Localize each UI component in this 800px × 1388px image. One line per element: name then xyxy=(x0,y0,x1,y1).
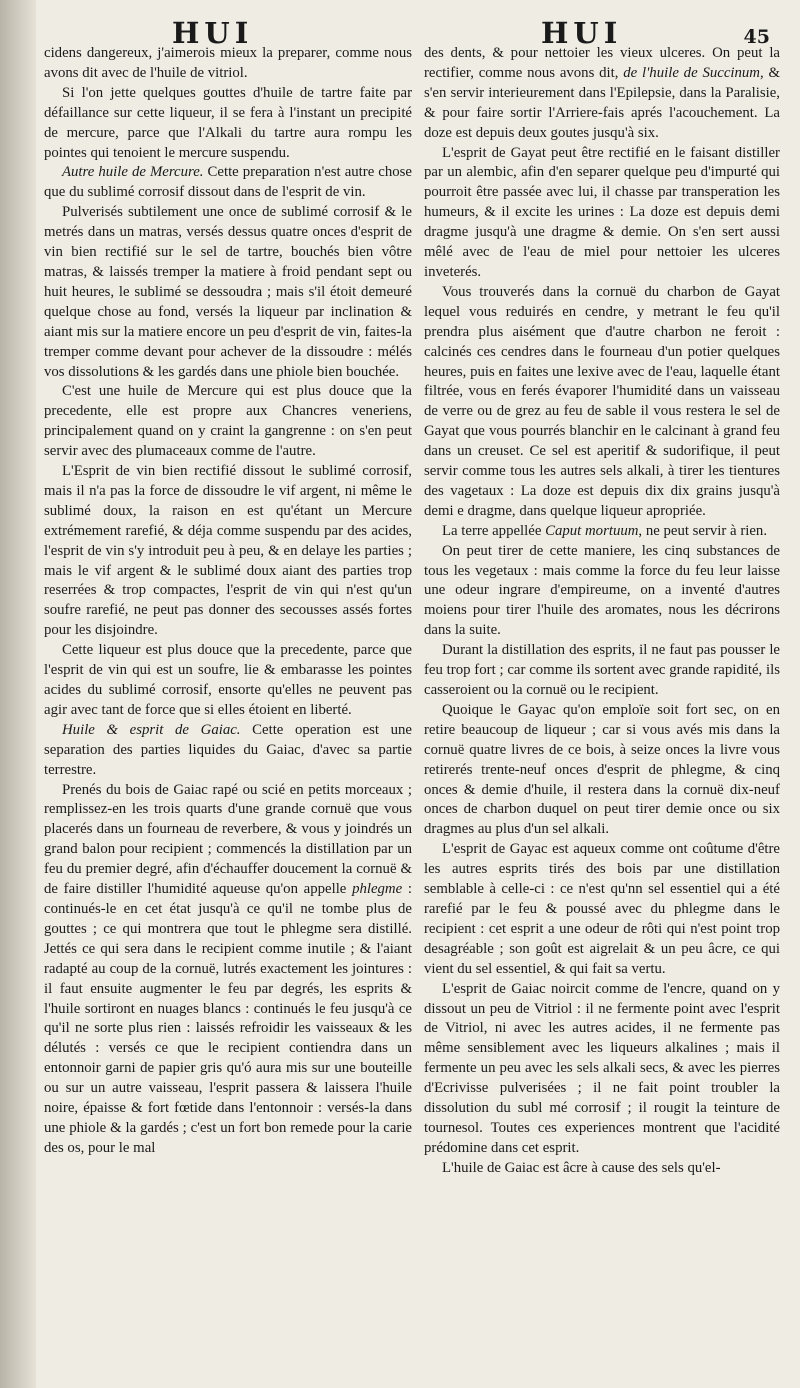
paragraph: L'esprit de Gayac est aqueux comme ont coûtume d'être les autres esprits tirés des bois par une distillation semblable à celle-ci : ce n'est qu'nn sel essentiel qui a été rarefié par le feu & poussé avec du phlegme dans le recipient : cet esprit a une odeur de rôti qui n'est point trop desagréable ; son goût est aigrelait & un peu âcre, ce qui vient du sel essentiel, & qui fait sa vertu. xyxy=(424,841,780,977)
paragraph: Cette liqueur est plus douce que la precedente, parce que l'esprit de vin qui est un soufre, lie & embarasse les pointes acides du sublimé corrosif, ensorte qu'elles ne peuvent pas agir avec tant de force que si elles étoient en liberté. xyxy=(44,642,412,718)
paragraph: Pulverisés subtilement une once de sublimé corrosif & le metrés dans un matras, versés dessus quatre onces d'esprit de vin bien rectifié sur le sel de tartre, bouchés bien vôtre matras, & laissés tremper la matiere à froid pendant sept ou huit heures, le sublimé se dessoudra ; mais s'il étoit demeuré quelque chose au fond, versés la liqueur par inclination & aiant mis sur la matiere encore un peu d'esprit de vin, faites-la tremper comme devant pour achever de la dissoudre : mélés vos dissolutions & les gardés dans une phiole bien bouchée. xyxy=(44,204,412,380)
paragraph: cidens dangereux, j'aimerois mieux la preparer, comme nous avons dit avec de l'huile de vitriol. xyxy=(44,45,412,81)
page-number: 45 xyxy=(743,26,770,48)
section-heading: Huile & esprit de Gaiac. xyxy=(62,721,241,738)
running-head-left: HUI xyxy=(172,16,254,50)
paragraph: L'huile de Gaiac est âcre à cause des sels qu'el- xyxy=(442,1159,721,1176)
section-heading: Autre huile de Mercure. xyxy=(62,164,204,181)
paragraph: Vous trouverés dans la cornuë du charbon de Gayat lequel vous reduirés en cendre, y metrant le feu qu'il prendra plus aisément que d'autre charbon ne feroit : calcinés ces cendres dans le fourneau d'un potier quelques heures, puis en faites une lexive avec de l'eau, laquelle étant filtrée, vous en ferés évaporer l'humidité dans un vaisseau de verre ou de grez au feu de sable il vous restera le sel de Gayat que vous pourrés blanchir en le calcinant à grand feu dans un creuset. Ce sel est aperitif & sudorifique, il peut servir comme tous les autres sels alkali, à tirer les tientures des vagetaux : La doze est depuis dix dix grains jusqu'à demi e dragme, dans quelque liqueur apropriée. xyxy=(424,283,780,519)
paragraph: L'esprit de Gaiac noircit comme de l'encre, quand on y dissout un peu de Vitriol : il ne fermente point avec l'esprit de Vitriol, ni avec les autres acides, il ne fermente pas même sensiblement avec les liqueurs alkalines ; mais il fermente un peu avec les sels alkali secs, & avec les pierres d'Ecrivisse pulverisées ; il ne fait point troubler la dissolution du subl mé corrosif ; il rougit la teinture de tournesol. Toutes ces experiences montrent que l'acidité prédomine dans cet esprit. xyxy=(424,980,780,1156)
left-column xyxy=(44,44,412,1378)
paragraph: C'est une huile de Mercure qui est plus douce que la precedente, elle est propre aux Chancres veneriens, principalement quand on y craint la gangrenne : on s'en peut servir avec des plumaceaux comme de l'autre. xyxy=(44,383,412,460)
paragraph: On peut tirer de cette maniere, les cinq substances de tous les vegetaux : mais comme la force du feu leur laisse une odeur ingrare d'empireume, on a inventé d'autres moiens pour tirer l'huile des aromates, nous les décrirons dans la suite. xyxy=(424,542,780,639)
paragraph: Huile & esprit de Gaiac. Cette operation est une separation des parties liquides du Gaiac, d'avec sa partie terrestre. xyxy=(44,721,412,778)
paragraph: La terre appellée Caput mortuum, ne peut servir à rien. xyxy=(442,522,768,539)
running-head-right: HUI xyxy=(541,16,623,50)
paragraph: Si l'on jette quelques gouttes d'huile de tartre faite par défaillance sur cette liqueur, il se fera à l'instant un precipité de mercure, parce que l'Alkali du tartre aura rompu les pointes qui tenoient le mercure suspendu. xyxy=(44,84,412,161)
paragraph: L'Esprit de vin bien rectifié dissout le sublimé corrosif, mais il n'a pas la force de dissoudre le vif argent, ni même le sublimé doux, la raison en est qu'étant un Mercure extrémement rarefié, & déja comme suspendu par des acides, l'esprit de vin s'y introduit peu à peu, & en delaye les parties ; mais le vif argent & le sublimé doux aiant des parties trop reserrées & trop compactes, l'esprit de vin qui n'est qu'un soufre rarefié, ne peut pas donner des secousses assés fortes pour les disjoindre. xyxy=(44,463,412,639)
paragraph: Quoique le Gayac qu'on emploïe soit fort sec, on en retire beaucoup de liqueur ; car si vous avés mis dans la cornuë quatre livres de ce bois, à seize onces la livre vous retirerés trente-neuf onces d'esprit de phlegme, & cinq onces & demie d'huile, il restera dans la cornuë dix-neuf onces de charbon duquel on peut tirer demie once ou six dragmes au plus d'un sel alkali. xyxy=(424,701,780,838)
paragraph: Prenés du bois de Gaiac rapé ou scié en petits morceaux ; remplissez-en les trois quarts d'une grande cornuë que vous placerés dans un fourneau de reverbere, & vous y joindrés un grand balon pour recipient ; commencés la distillation par un feu du premier degré, afin d'échauffer doucement la cornuë & de faire distiller l'humidité aqueuse qu'on appelle phlegme : continués-le en cet état jusqu'à ce qu'il ne tombe plus de gouttes ; ce qui montrera que tout le phlegme sera distillé. Jettés ce qui sera dans le recipient comme inutile ; & l'aiant radapté au coup de la cornuë, lutrés exactement les jointures : il faut ensuite augmenter le feu par degrés, les esprits & l'huile sortiront en nuages blancs : continués le feu jusqu'à ce qu'il ne sorte plus rien : laissés refroidir les vaisseaux & les délutés : versés ce que le recipient contiendra dans un entonnoir garni de papier gris qu'ó aura mis sur une bouteille ou sur un autre vaisseau, l'esprit passera & laissera l'huile noire, épaisse & fort fœtide dans l'entonnoir : versés-la dans une phiole & la gardés ; c'est un fort bon remede pour la carie des os, pour le mal xyxy=(44,781,412,1156)
paragraph: L'esprit de Gayat peut être rectifié en le faisant distiller par un alembic, afin d'en separer quelque peu d'impurté qui pourroit être passée avec lui, il chasse par transperation les humeurs, & il excite les urines : La doze est depuis demi dragme jusqu'à une dragme & demie. On s'en sert aussi mêlé avec de l'eau de miel pour nettoier les ulceres inveterés. xyxy=(424,144,780,280)
right-column xyxy=(424,44,780,1378)
paragraph: Autre huile de Mercure. Cette preparation n'est autre chose que du sublimé corrosif dissout dans de l'esprit de vin. xyxy=(44,164,412,201)
page-gutter-shadow xyxy=(0,0,36,1388)
paragraph: Durant la distillation des esprits, il ne faut pas pousser le feu trop fort ; car comme ils sortent avec grande rapidité, ils casseroient ou la cornuë ou le recipient. xyxy=(424,642,780,698)
paragraph: des dents, & pour nettoier les vieux ulceres. On peut la rectifier, comme nous avons dit, de l'huile de Succinum, & s'en servir interieurement dans l'Epilepsie, dans la Paralisie, & pour faire sortir l'Arriere-fais aprés l'acouchement. La doze est depuis deux goutes jusqu'à six. xyxy=(424,45,780,141)
